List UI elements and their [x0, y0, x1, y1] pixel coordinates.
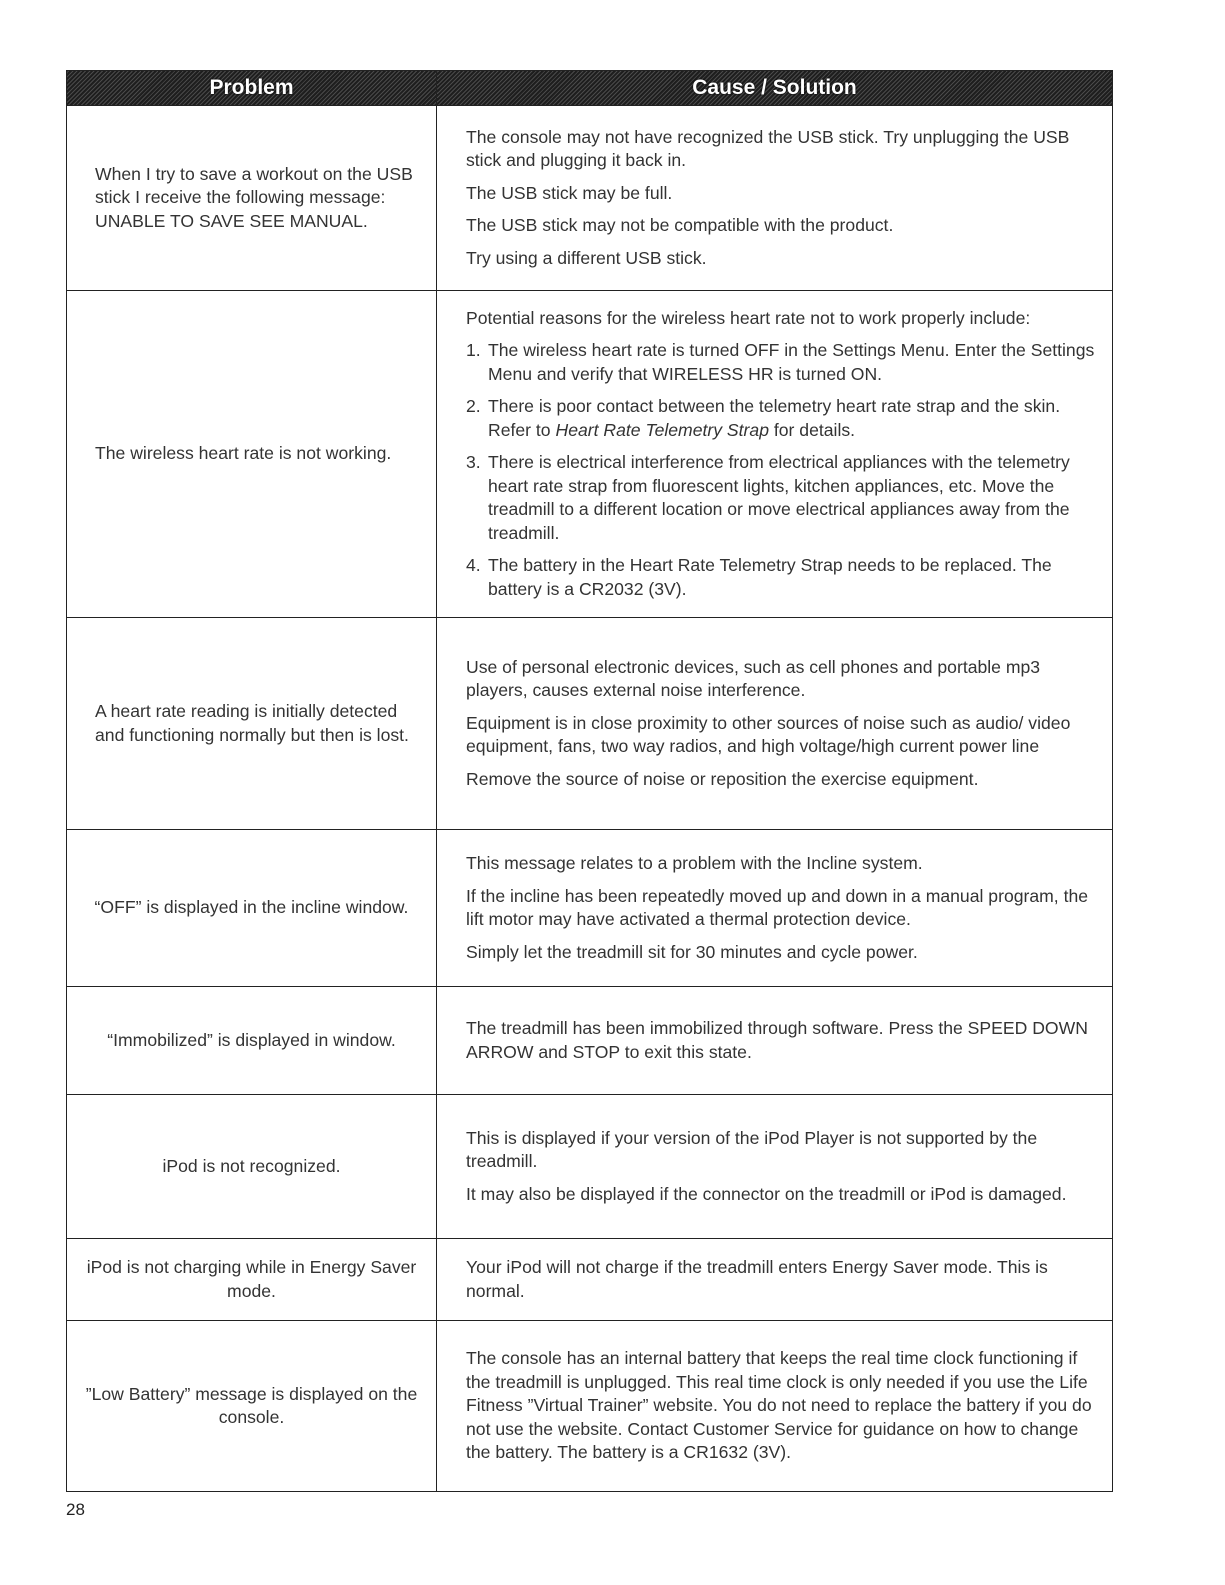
- troubleshooting-table: [66, 70, 1113, 1492]
- solution-intro: Potential reasons for the wireless heart rate not to work properly include:: [466, 307, 1031, 328]
- solution-cell: [437, 1321, 1113, 1492]
- solution-paragraph: Try using a different USB stick.: [466, 247, 707, 268]
- list-text: The battery in the Heart Rate Telemetry Strap needs to be replaced. The battery is a CR2032 (3V).: [488, 555, 1052, 599]
- solution-cell: [437, 1095, 1113, 1239]
- solution-paragraph: If the incline has been repeatedly moved up and down in a manual program, the lift motor may have activated a thermal protection device.: [466, 885, 1089, 929]
- list-number: 1.: [466, 340, 481, 361]
- list-item: [466, 451, 1102, 545]
- table-header-row: [67, 71, 1113, 106]
- solution-cell: [437, 618, 1113, 830]
- table-row: [67, 291, 1113, 618]
- solution-paragraph: Equipment is in close proximity to other sources of noise such as audio/ video equipment, fans, two way radios, and high voltage/high current power line: [466, 712, 1071, 757]
- problem-cell: A heart rate reading is initially detected and functioning normally but then is lost.: [67, 618, 437, 830]
- list-item: [466, 554, 1102, 601]
- problem-column-header: Problem: [67, 71, 437, 106]
- list-number: 2.: [466, 396, 481, 417]
- problem-cell: The wireless heart rate is not working.: [67, 291, 437, 618]
- list-number: 3.: [466, 452, 481, 473]
- solution-paragraph: The console may not have recognized the USB stick. Try unplugging the USB stick and plugging it back in.: [466, 126, 1070, 171]
- solution-cell: [437, 106, 1113, 291]
- list-item: [466, 339, 1102, 386]
- list-text-part: There is poor contact between the telemetry heart rate strap and the skin. Refer to: [488, 396, 1061, 440]
- solution-paragraph: The console has an internal battery that keeps the real time clock functioning if the treadmill is unplugged. This real time clock is only needed if you use the Life Fitness ”Virtual Trainer” website. You do not need to replace the battery if you do not use the website. Contact Customer Service for guidance on how to change the battery. The battery is a CR1632 (3V).: [466, 1348, 1092, 1463]
- list-text-part: for details.: [768, 419, 856, 440]
- strap-reference: Heart Rate Telemetry Strap: [555, 419, 769, 440]
- problem-cell: “Immobilized” is displayed in window.: [67, 987, 437, 1095]
- page-number: 28: [66, 1500, 85, 1519]
- list-text: [488, 395, 1102, 442]
- problem-cell: When I try to save a workout on the USB stick I receive the following message: UNABLE TO SAVE SEE MANUAL.: [67, 106, 437, 291]
- problem-cell: iPod is not charging while in Energy Saver mode.: [67, 1239, 437, 1321]
- solution-cell: [437, 987, 1113, 1095]
- solution-paragraph: The USB stick may not be compatible with the product.: [466, 215, 894, 236]
- table-row: [67, 987, 1113, 1095]
- table-row: [67, 618, 1113, 830]
- solution-paragraph: This message relates to a problem with the Incline system.: [466, 853, 923, 873]
- list-number: 4.: [466, 555, 481, 576]
- list-text: There is electrical interference from electrical appliances with the telemetry heart rate strap from fluorescent lights, kitchen appliances, etc. Move the treadmill to a different location or move electrical appliances away from the treadmill.: [488, 452, 1070, 543]
- solution-cell: [437, 1239, 1113, 1321]
- solution-paragraph: Simply let the treadmill sit for 30 minutes and cycle power.: [466, 941, 918, 962]
- solution-cell: [437, 291, 1113, 618]
- solution-paragraph: It may also be displayed if the connector on the treadmill or iPod is damaged.: [466, 1183, 1067, 1204]
- table-row: [67, 1239, 1113, 1321]
- list-item: [466, 395, 1102, 442]
- problem-cell: iPod is not recognized.: [67, 1095, 437, 1239]
- table-row: [67, 830, 1113, 987]
- solution-paragraph: Remove the source of noise or reposition the exercise equipment.: [466, 768, 979, 789]
- solution-paragraph: Use of personal electronic devices, such as cell phones and portable mp3 players, causes external noise interference.: [466, 656, 1041, 701]
- solution-paragraph: Your iPod will not charge if the treadmill enters Energy Saver mode. This is normal.: [466, 1257, 1048, 1301]
- solution-paragraph: The USB stick may be full.: [466, 182, 673, 203]
- solution-paragraph: This is displayed if your version of the iPod Player is not supported by the treadmill.: [466, 1127, 1038, 1172]
- problem-cell: “OFF” is displayed in the incline window.: [67, 830, 437, 987]
- problem-cell: ”Low Battery” message is displayed on the console.: [67, 1321, 437, 1492]
- table-row: [67, 106, 1113, 291]
- list-text: The wireless heart rate is turned OFF in the Settings Menu. Enter the Settings Menu and verify that WIRELESS HR is turned ON.: [488, 340, 1095, 384]
- solution-column-header: Cause / Solution: [437, 71, 1113, 106]
- solution-cell: [437, 830, 1113, 987]
- solution-paragraph: The treadmill has been immobilized through software. Press the SPEED DOWN ARROW and STOP to exit this state.: [466, 1018, 1088, 1062]
- table-row: [67, 1095, 1113, 1239]
- table-row: [67, 1321, 1113, 1492]
